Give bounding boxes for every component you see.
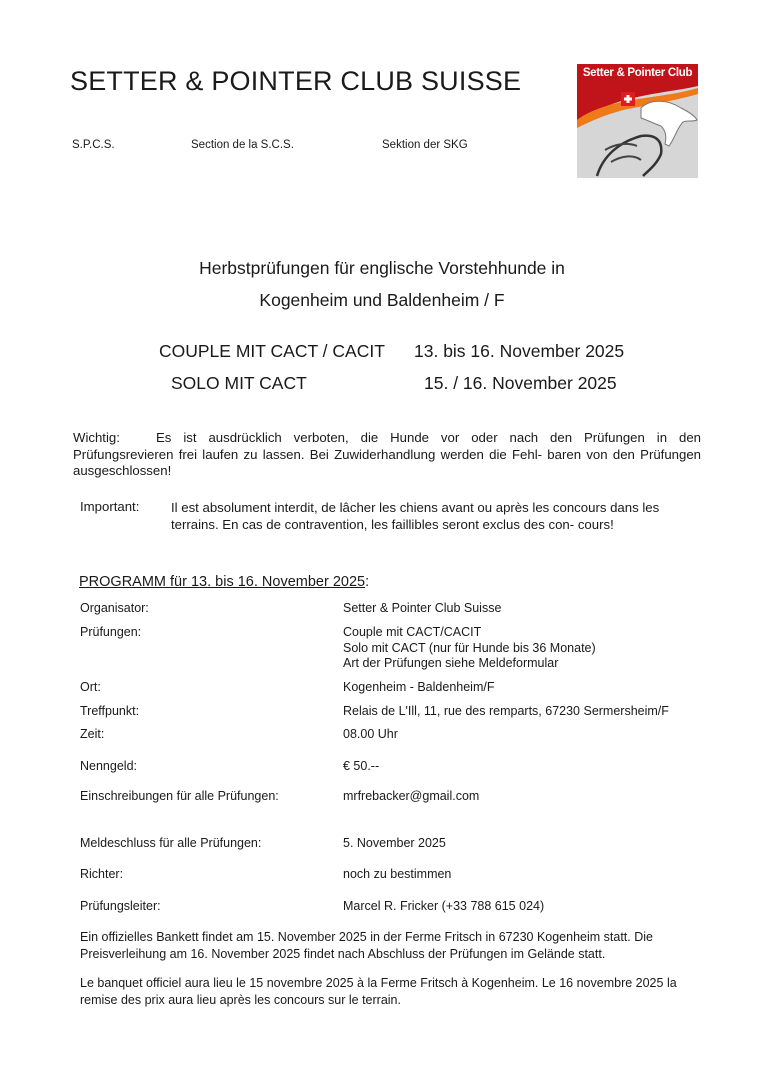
event-name: COUPLE MIT CACT / CACIT	[159, 341, 385, 361]
program-value: 5. November 2025	[343, 836, 446, 850]
program-label: Nenngeld:	[80, 759, 137, 773]
program-label: Meldeschluss für alle Prüfungen:	[80, 836, 262, 850]
program-label: Zeit:	[80, 727, 105, 741]
program-value: € 50.--	[343, 759, 380, 773]
program-value	[343, 625, 596, 672]
program-value: noch zu bestimmen	[343, 867, 452, 881]
notice-de	[73, 430, 701, 480]
program-value-line: Couple mit CACT/CACIT	[343, 625, 482, 639]
page-title-line-2: Kogenheim und Baldenheim / F	[259, 290, 505, 310]
footer-fr: Le banquet officiel aura lieu le 15 novembre 2025 à la Ferme Fritsch à Kogenheim. Le 16 novembre 2025 la remise des prix aura lieu après les concours sur le terrain.	[80, 976, 677, 1007]
program-value: Kogenheim - Baldenheim/F	[343, 680, 495, 694]
program-label: Ort:	[80, 680, 101, 694]
footer-de: Ein offizielles Bankett findet am 15. November 2025 in der Ferme Fritsch in 67230 Kogenheim statt. Die Preisverleihung am 16. November 2025 findet nach Abschluss der Prüfungen im Gelände statt.	[80, 930, 653, 961]
logo-graphic	[577, 64, 698, 178]
program-label: Organisator:	[80, 601, 149, 615]
notice-de-text: Es ist ausdrücklich verboten, die Hunde vor oder nach den Prüfungen in den Prüfungsrevieren frei laufen zu lassen. Bei Zuwiderhandlung werden die Fehl- baren von den Prüfungen ausgeschlossen!	[73, 430, 701, 478]
notice-de-label: Wichtig:	[73, 430, 120, 445]
contact-email[interactable]: mrfrebacker@gmail.com	[343, 789, 480, 803]
program-label: Richter:	[80, 867, 124, 881]
event-date: 13. bis 16. November 2025	[414, 341, 625, 361]
program-value: Setter & Pointer Club Suisse	[343, 601, 502, 615]
event-name: SOLO MIT CACT	[171, 373, 307, 393]
event-date: 15. / 16. November 2025	[424, 373, 617, 393]
page-title-line-1: Herbstprüfungen für englische Vorstehhunde in	[199, 258, 565, 278]
program-title-colon: :	[365, 574, 370, 590]
program-title	[79, 574, 369, 590]
program-title-text: PROGRAMM für 13. bis 16. November 2025	[79, 574, 366, 590]
club-title: SETTER & POINTER CLUB SUISSE	[70, 66, 522, 96]
section-fr: Section de la S.C.S.	[191, 139, 294, 151]
program-value: 08.00 Uhr	[343, 727, 398, 741]
program-label: Prüfungen:	[80, 625, 142, 639]
club-logo	[577, 64, 698, 178]
program-value: Marcel R. Fricker (+33 788 615 024)	[343, 899, 545, 913]
program-label: Einschreibungen für alle Prüfungen:	[80, 789, 279, 803]
program-label: Prüfungsleiter:	[80, 899, 161, 913]
section-de: Sektion der SKG	[382, 139, 468, 151]
notice-fr-text: Il est absolument interdit, de lâcher les chiens avant ou après les concours dans les terrains. En cas de contravention, les faillibles seront exclus des con- cours!	[171, 500, 660, 532]
logo-text: Setter & Pointer Club	[582, 67, 693, 79]
club-abbreviation: S.P.C.S.	[72, 139, 115, 151]
program-value-line: Art der Prüfungen siehe Meldeformular	[343, 656, 559, 670]
program-label: Treffpunkt:	[80, 704, 140, 718]
program-value-line: Solo mit CACT (nur für Hunde bis 36 Monate)	[343, 640, 596, 655]
program-value: Relais de L'Ill, 11, rue des remparts, 67230 Sermersheim/F	[343, 704, 669, 718]
notice-fr-label: Important:	[80, 499, 140, 514]
